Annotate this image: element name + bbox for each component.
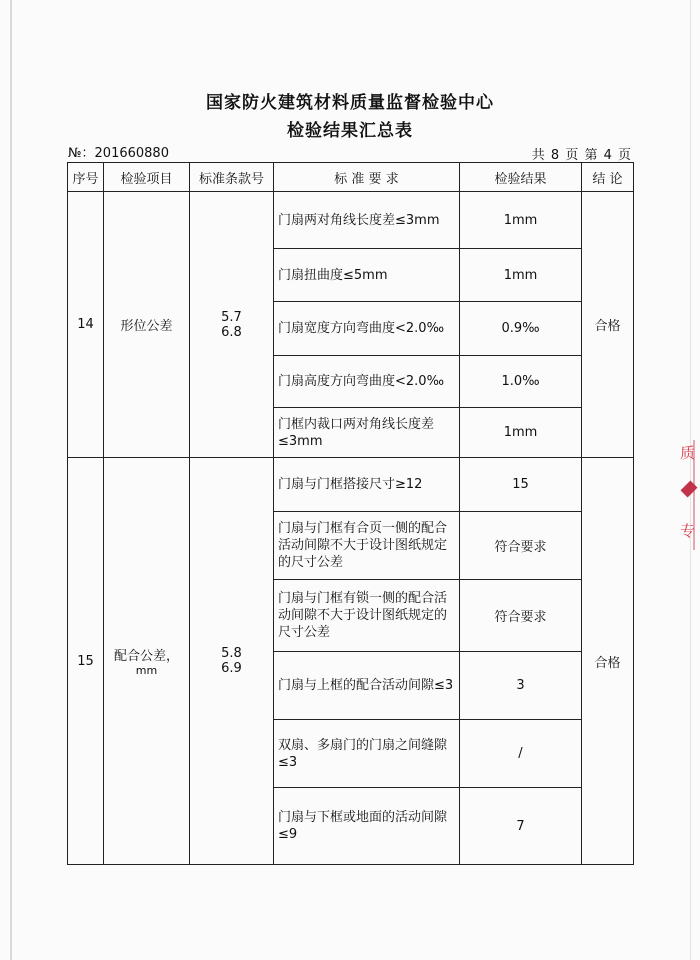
cell-result: 15 (460, 458, 582, 512)
item-line: mm (135, 664, 158, 677)
cell-result: 1mm (460, 192, 582, 249)
cell-result: / (460, 720, 582, 788)
header-result: 检验结果 (460, 163, 582, 192)
cell-requirement: 双扇、多扇门的门扇之间缝隙≤3 (274, 720, 460, 788)
cell-result: 符合要求 (460, 580, 582, 652)
cell-clause (190, 192, 274, 458)
cell-result: 1mm (460, 408, 582, 458)
cell-result: 0.9‰ (460, 302, 582, 356)
seal-char: 专 (680, 522, 696, 540)
cell-requirement: 门框内裁口两对角线长度差≤3mm (274, 408, 460, 458)
cell-item (104, 458, 190, 865)
cell-conclusion: 合格 (582, 192, 634, 458)
document-subtitle: 检验结果汇总表 (287, 121, 413, 141)
cell-no: 14 (68, 192, 104, 458)
header-conclusion: 结 论 (582, 163, 634, 192)
cell-requirement: 门扇扭曲度≤5mm (274, 249, 460, 302)
seal-char: 质 (680, 444, 696, 462)
cell-clause (190, 458, 274, 865)
cell-conclusion: 合格 (582, 458, 634, 865)
cell-requirement: 门扇与下框或地面的活动间隙≤9 (274, 788, 460, 865)
cell-result: 7 (460, 788, 582, 865)
cell-result: 1mm (460, 249, 582, 302)
table-row (68, 192, 634, 249)
cell-result: 符合要求 (460, 512, 582, 580)
cell-result: 3 (460, 652, 582, 720)
cell-requirement: 门扇与门框搭接尺寸≥12 (274, 458, 460, 512)
cell-requirement: 门扇与上框的配合活动间隙≤3 (274, 652, 460, 720)
cell-requirement: 门扇与门框有锁一侧的配合活动间隙不大于设计图纸规定的尺寸公差 (274, 580, 460, 652)
cell-requirement: 门扇宽度方向弯曲度<2.0‰ (274, 302, 460, 356)
document-number: №：201660880 (68, 146, 169, 161)
clause-line: 5.7 (221, 309, 242, 325)
clause-line: 5.8 (221, 646, 242, 661)
document-title: 国家防火建筑材料质量监督检验中心 (206, 93, 494, 113)
header-item: 检验项目 (104, 163, 190, 192)
cell-requirement: 门扇两对角线长度差≤3mm (274, 192, 460, 249)
clause-line: 6.8 (221, 324, 242, 340)
cell-requirement: 门扇与门框有合页一侧的配合活动间隙不大于设计图纸规定的尺寸公差 (274, 512, 460, 580)
clause-line: 6.9 (221, 661, 242, 676)
cell-item: 形位公差 (104, 192, 190, 458)
header-no: 序号 (68, 163, 104, 192)
item-line: 配合公差， (113, 649, 179, 664)
cell-requirement: 门扇高度方向弯曲度<2.0‰ (274, 356, 460, 408)
table-row (68, 458, 634, 512)
header-clause: 标准条款号 (190, 163, 274, 192)
table-header-row (68, 163, 634, 192)
cell-no: 15 (68, 458, 104, 865)
cell-result: 1.0‰ (460, 356, 582, 408)
header-requirement: 标 准 要 求 (274, 163, 460, 192)
scan-edge-left (10, 0, 12, 960)
page-info: 共 8 页 第 4 页 (531, 148, 632, 163)
results-table (67, 162, 634, 865)
